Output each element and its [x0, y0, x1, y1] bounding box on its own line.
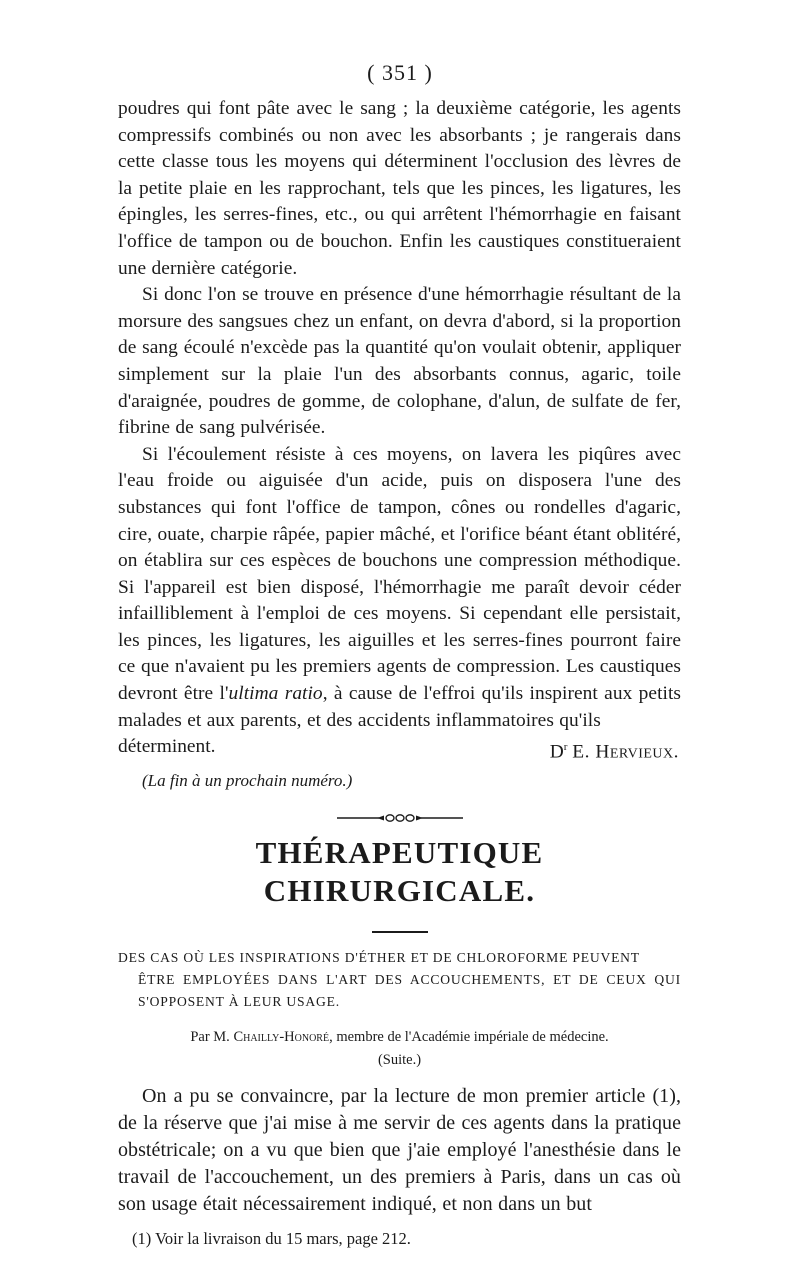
page-number: ( 351 ) [367, 60, 433, 85]
footnote: (1) Voir la livraison du 15 mars, page 212. [132, 1229, 411, 1249]
author-affiliation: membre de l'Académie impériale de médecine. [336, 1029, 609, 1046]
section-title: THÉRAPEUTIQUE CHIRURGICALE. [255, 835, 544, 909]
paragraph-compression-text: Si l'écoulement résiste à ces moyens, on lavera les piqûres avec l'eau froide ou aiguisée d'un acide, puis on disposera l'une des substances qui font l'office de tampon, cônes ou rondelles d'agaric, cire, ouate, charpie râpée, papier mâché, et l'orifice béant étant oblitéré, on établira sur ces espèces de bouchons une compression méthodique. Si l'appareil est bien disposé, l'hémorrhagie me paraît devoir céder infailliblement à l'emploi de ces moyens. Si cependant elle persistait, les pinces, les ligatures, les aiguilles et les serres-fines pourront faire ce que n'avaient pu les premiers agents de compression. Les caustiques devront être l' [118, 443, 682, 705]
title-rule [372, 931, 428, 933]
section-divider-ornament [118, 812, 681, 824]
paragraph-categories: poudres qui font pâte avec le sang ; la deuxième catégorie, les agents compressifs combinés ou non avec les absorbants ; je rangerais dans cette classe tous les moyens qui déterminent l'occlusion des lèvres de la petite plaie en les rapprochant, tels que les pinces, les ligatures, les épingles, les serres-fines, etc., ou qui arrêtent l'hémorrhagie en faisant l'office de tampon ou de bouchon. Enfin les caustiques constitueraient une dernière catégorie. [118, 98, 681, 279]
closing-word: déterminent. [118, 736, 216, 758]
article-body [118, 1083, 681, 1218]
signature-name: E. Hervieux. [572, 741, 679, 763]
signature-line [118, 734, 681, 766]
article-subtitle [118, 947, 681, 1013]
paragraph-compression [118, 442, 681, 735]
signature-title: D [549, 741, 564, 763]
paragraph-compression-end: , à cause de l'effroi qu'ils inspirent aux petits malades et aux parents, et des accidents inflammatoires qu'ils [118, 683, 681, 731]
italic-ultima-ratio: ultima ratio [228, 683, 323, 705]
author-signature [550, 734, 681, 766]
ornament-rule-icon [337, 812, 463, 824]
continuation-label: (Suite.) [377, 1052, 422, 1069]
article-subtitle-line-2: ÊTRE EMPLOYÉES DANS L'ART DES ACCOUCHEMENTS, ET DE CEUX QUI S'OPPOSENT À LEUR USAGE. [138, 972, 681, 1010]
article-subtitle-line-1: DES CAS OÙ LES INSPIRATIONS D'ÉTHER ET DE CHLOROFORME PEUVENT [118, 950, 640, 966]
paragraph-leech-hemorrhage: Si donc l'on se trouve en présence d'une hémorrhagie résultant de la morsure des sangsues chez un enfant, on devra d'abord, si la proportion de sang écoulé n'excède pas la quantité qu'on voulait obtenir, appliquer simplement sur la plaie l'un des absorbants connus, agaric, toile d'araignée, poudres de gomme, de colophane, d'alun, de sulfate de fer, fibrine de sang pulvérisée. [118, 284, 681, 439]
main-text-column [118, 96, 681, 1250]
new-article [118, 834, 681, 1250]
author-prefix: Par M. [190, 1029, 230, 1046]
author-name: Chailly-Honoré, [233, 1029, 333, 1046]
paragraph-anesthesia: On a pu se convaincre, par la lecture de mon premier article (1), de la réserve que j'ai mise à me servir de ces agents dans la pratique obstétricale; on a vu que bien que j'aie employé l'anesthésie dans le travail de l'accouchement, un des premiers à Paris, dans un cas où son usage était nécessairement indiqué, et non dans un but [118, 1085, 681, 1216]
to-be-continued-note: (La fin à un prochain numéro.) [142, 771, 353, 791]
signature-title-sup: r [563, 741, 568, 754]
previous-article-conclusion [118, 96, 681, 792]
author-line [118, 1027, 681, 1047]
